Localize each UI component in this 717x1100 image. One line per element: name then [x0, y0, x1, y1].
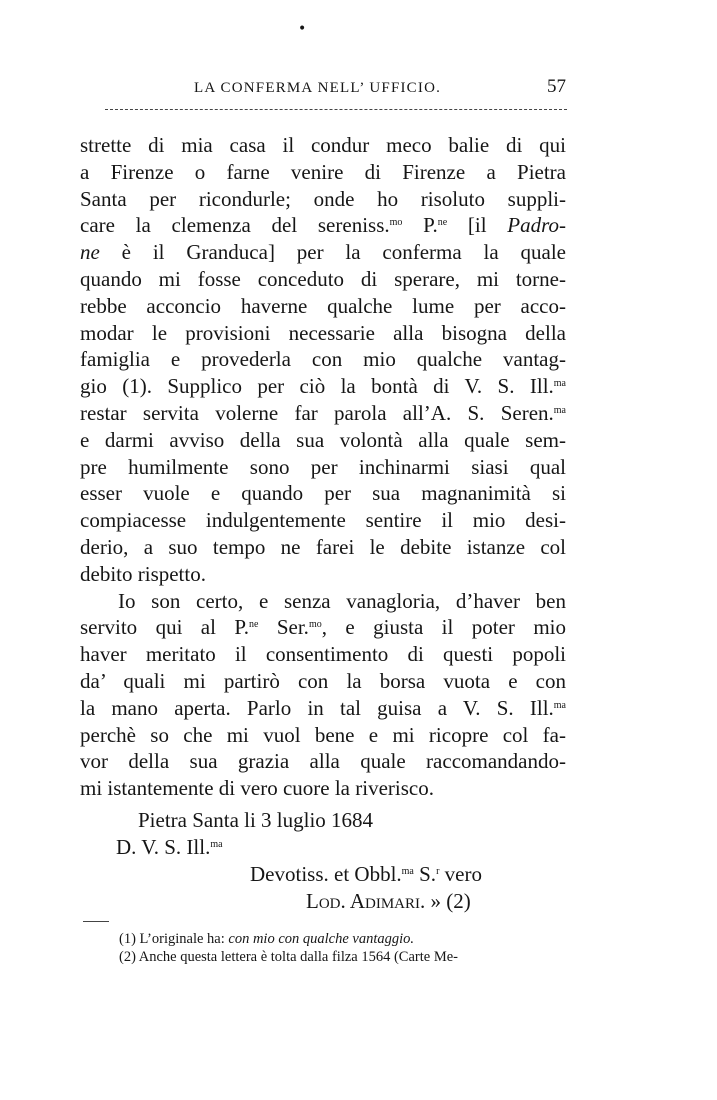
- top-mark: •: [298, 21, 307, 37]
- text-line: quando mi fosse conceduto di sperare, mi torne-: [80, 266, 566, 291]
- text-line: gio (1). Supplico per ciò la bontà di V. S. Ill.$^{ma}$: [80, 374, 566, 399]
- address-line: D. V. S. Ill.$^{ma}$: [116, 835, 223, 859]
- text-line: a Firenze o farne venire di Firenze a Pietra: [80, 159, 566, 184]
- footnote-2: (2) Anche questa lettera è tolta dalla filza 1564 (Carte Me-: [119, 949, 458, 965]
- text-line: strette di mia casa il condur meco balie di qui: [80, 133, 566, 157]
- text-line: Io son certo, e senza vanagloria, d’haver ben: [118, 588, 566, 613]
- signature: Lod. Adimari. » (2): [306, 889, 471, 913]
- text-line: perchè so che mi vuol bene e mi ricopre col fa-: [80, 722, 566, 747]
- text-line: Santa per ricondurle; onde ho risoluto suppli-: [80, 186, 566, 211]
- text-line: care la clemenza del sereniss.$^{mo}$ P.$^{ne}$ [il Padro-: [80, 213, 566, 238]
- text-line: derio, a suo tempo ne farei le debite istanze col: [80, 534, 566, 559]
- footnotes: [119, 930, 569, 966]
- footnote-1: (1) L’originale ha: con mio con qualche vantaggio.: [119, 931, 415, 947]
- text-line: ne è il Granduca] per la conferma la quale: [80, 240, 566, 265]
- text-line: la mano aperta. Parlo in tal guisa a V. S. Ill.$^{ma}$: [80, 695, 566, 720]
- valediction: Devotiss. et Obbl.$^{ma}$ S.$^r$ vero: [250, 862, 482, 886]
- text-line: pre humilmente sono per inchinarmi siasi qual: [80, 454, 566, 479]
- text-line: rebbe acconcio haverne qualche lume per acco-: [80, 293, 566, 318]
- text-line: mi istantemente di vero cuore la riverisco.: [80, 776, 434, 801]
- footnote-rule: [83, 921, 109, 922]
- text-line: haver meritato il consentimento di questi popoli: [80, 642, 566, 667]
- text-line: esser vuole e quando per sua magnanimità si: [80, 481, 566, 506]
- page-number: 57: [547, 76, 566, 97]
- running-title: LA CONFERMA NELL’ UFFICIO.: [194, 80, 442, 96]
- text-line: famiglia e provederla con mio qualche vantag-: [80, 347, 566, 372]
- header-rule: [105, 109, 567, 110]
- text-line: e darmi avviso della sua volontà alla quale sem-: [80, 427, 566, 452]
- place-date: Pietra Santa li 3 luglio 1684: [138, 808, 374, 832]
- page-header: [80, 76, 566, 100]
- text-line: modar le provisioni necessarie alla bisogna della: [80, 320, 566, 345]
- text-line: restar servita volerne far parola all’A. S. Seren.$^{ma}$: [80, 400, 566, 425]
- text-line: servito qui al P.$^{ne}$ Ser.$^{mo}$, e giusta il poter mio: [80, 615, 566, 640]
- text-line: vor della sua grazia alla quale raccomandando-: [80, 749, 566, 774]
- text-line: debito rispetto.: [80, 561, 206, 586]
- letter-body: [80, 132, 566, 802]
- text-line: compiacesse indulgentemente sentire il mio desi-: [80, 508, 566, 533]
- text-line: da’ quali mi partirò con la borsa vuota e con: [80, 668, 566, 693]
